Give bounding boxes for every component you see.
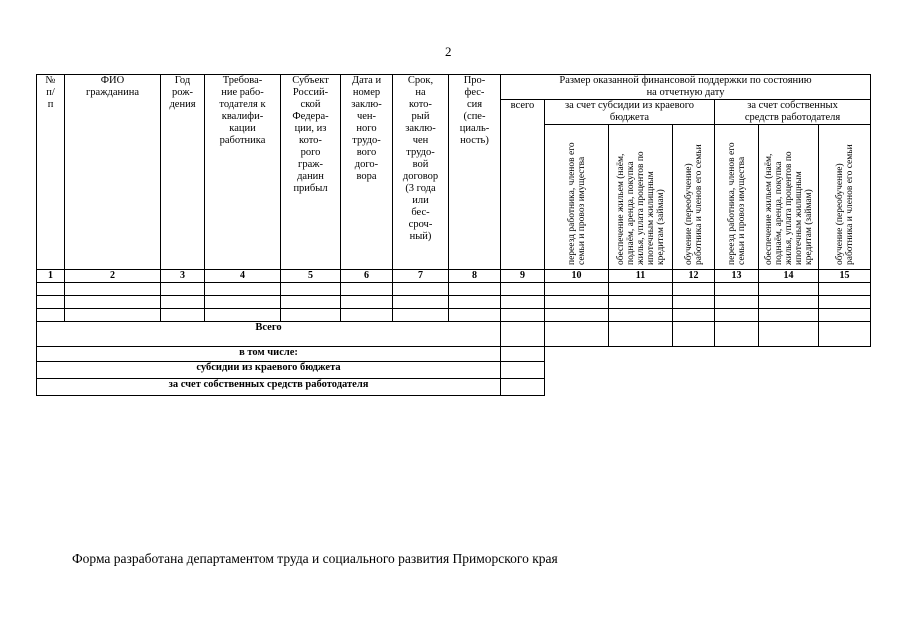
column-number: 9 [501,270,545,283]
column-number: 8 [449,270,501,283]
header-col-contract: Дата и номер заклю- чен- ного трудо- вого дого- вора [341,75,393,270]
header-training: обучение (переобучение) работника и членов его семьи [683,144,704,265]
table-row [37,283,871,296]
column-number-row [37,270,871,283]
header-support-group: Размер оказанной финансовой поддержки по состоянию на отчетную дату [501,75,871,100]
header-col-qualification: Требова- ние рабо- тодателя к квалифи- кации работника [205,75,281,270]
column-number: 7 [393,270,449,283]
header-employer-group: за счет собственных средств работодателя [715,100,871,125]
column-number: 3 [161,270,205,283]
summary-employer-label: за счет собственных средств работодателя [37,379,501,396]
header-col-birth-year: Год рож- дения [161,75,205,270]
summary-employer-row [37,379,871,396]
summary-including-row [37,347,871,362]
header-col-fio: ФИО гражданина [65,75,161,270]
summary-subsidy-label: субсидии из краевого бюджета [37,362,501,379]
column-number: 12 [673,270,715,283]
column-number: 11 [609,270,673,283]
header-col-term: Срок, на кото- рый заклю- чен трудо- вой договор (3 года или бес- сроч- ный) [393,75,449,270]
column-number: 6 [341,270,393,283]
header-total: всего [501,100,545,270]
header-col-region: Субъект Россий- ской Федера- ции, из кото- рого граж- данин прибыл [281,75,341,270]
summary-including-label: в том числе: [37,347,501,362]
header-housing-cell [609,125,673,270]
column-number: 15 [819,270,871,283]
header-training-employer: обучение (переобучение) работника и членов его семьи [834,144,855,265]
header-relocation-cell [545,125,609,270]
header-housing-employer: обеспечение жильем (наём, поднаём, аренда, покупка жилья, уплата процентов по ипотечным жилищным кредитам (займам) [763,151,814,265]
header-housing-employer-cell [759,125,819,270]
header-housing: обеспечение жильем (наём, поднаём, аренда, покупка жилья, уплата процентов по ипотечным жилищным кредитам (займам) [615,151,666,265]
header-col-number: № п/ п [37,75,65,270]
summary-total-label: Всего [37,322,501,347]
column-number: 10 [545,270,609,283]
header-col-profession: Про- фес- сия (спе- циаль- ность) [449,75,501,270]
header-training-cell [673,125,715,270]
column-number: 13 [715,270,759,283]
footer-note: Форма разработана департаментом труда и социального развития Приморского края [72,551,558,566]
column-number: 1 [37,270,65,283]
column-number: 5 [281,270,341,283]
header-relocation-employer-cell [715,125,759,270]
support-form-table [36,74,871,396]
header-relocation: переезд работника, членов его семьи и провоз имущества [566,142,587,265]
header-subsidy-group: за счет субсидии из краевого бюджета [545,100,715,125]
header-row-1 [37,75,871,100]
header-training-employer-cell [819,125,871,270]
summary-total-row [37,322,871,347]
column-number: 14 [759,270,819,283]
page-number: 2 [445,44,452,59]
summary-subsidy-row [37,362,871,379]
column-number: 4 [205,270,281,283]
header-relocation-employer: переезд работника, членов его семьи и провоз имущества [726,142,747,265]
table-row [37,296,871,309]
column-number: 2 [65,270,161,283]
table-row [37,309,871,322]
